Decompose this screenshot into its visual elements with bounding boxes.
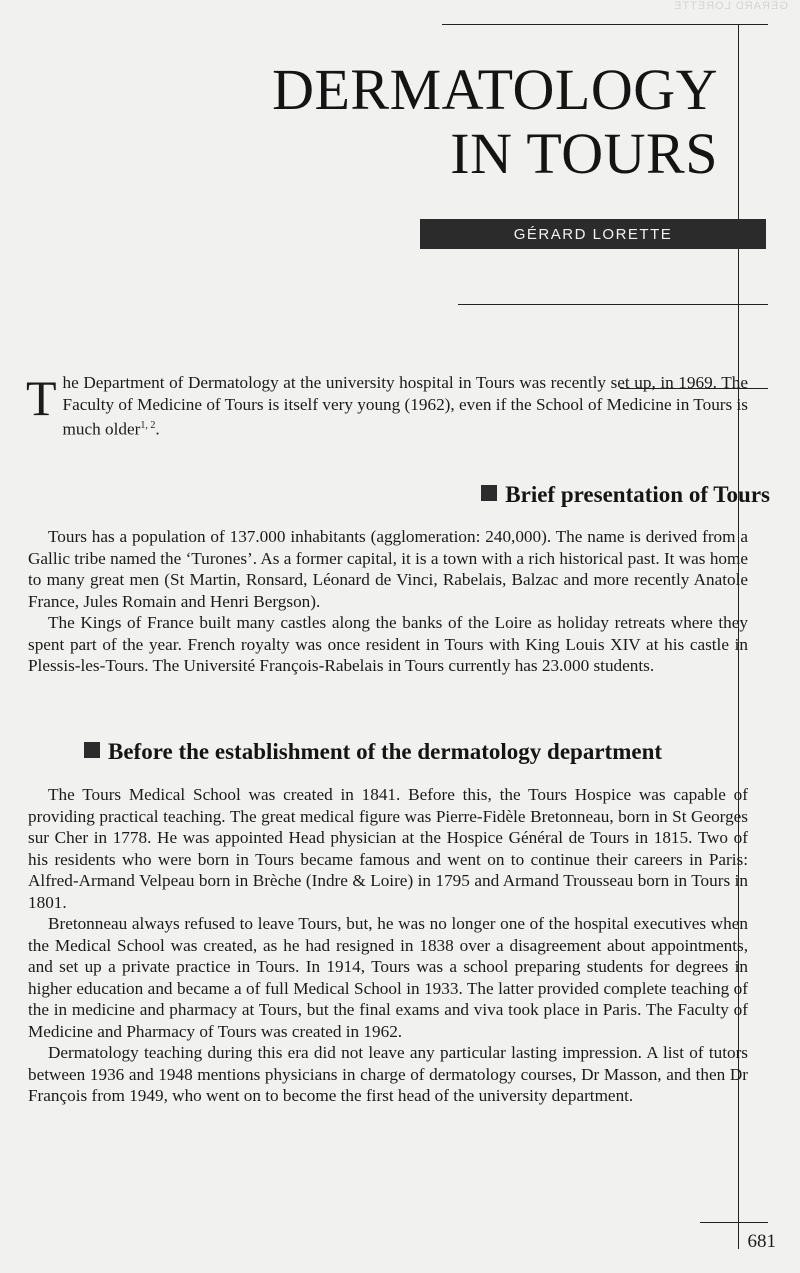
section-body-before-establishment xyxy=(28,784,748,1107)
reverse-running-header: GÉRARD LORETTE xyxy=(673,0,788,12)
footer-rule xyxy=(700,1222,768,1223)
intro-end: . xyxy=(155,419,160,439)
paragraph: The Kings of France built many castles along the banks of the Loire as holiday retreats where they spent part of the year. French royalty was once resident in Tours with King Louis XIV at his castle in Plessis-les-Tours. The Université François-Rabelais in Tours currently has 23.000 students. xyxy=(28,613,748,675)
section-heading-before-establishment: Before the establishment of the dermatology department xyxy=(84,738,662,766)
paragraph: Tours has a population of 137.000 inhabitants (agglomeration: 240,000). The name is derived from a Gallic tribe named the ‘Turones’. As a former capital, it is a town with a rich historical past. It was home to many great men (St Martin, Ronsard, Léonard de Vinci, Rabelais, Balzac and more recently Anatole France, Jules Romain and Henri Bergson). xyxy=(28,527,748,611)
square-bullet-icon xyxy=(481,485,497,501)
author-banner xyxy=(420,219,766,249)
title-line-2: IN TOURS xyxy=(450,121,718,186)
header-bottom-rule xyxy=(458,304,768,305)
drop-cap: T xyxy=(26,370,57,426)
section-body-brief-presentation xyxy=(28,526,748,677)
paragraph: Dermatology teaching during this era did not leave any particular lasting impression. A list of tutors between 1936 and 1948 mentions physicians in charge of dermatology courses, Dr Masson, and then Dr François from 1949, who went on to become the first head of the university department. xyxy=(28,1043,748,1105)
title-line-1: DERMATOLOGY xyxy=(272,57,718,122)
article-title xyxy=(272,58,718,186)
intro-text: he Department of Dermatology at the university hospital in Tours was recently set up, in 1969. The Faculty of Medicine of Tours is itself very young (1962), even if the School of Medicine in Tours is much older xyxy=(62,373,748,439)
paragraph: The Tours Medical School was created in 1841. Before this, the Tours Hospice was capable of providing practical teaching. The great medical figure was Pierre-Fidèle Bretonneau, born in St Georges sur Cher in 1778. He was appointed Head physician at the Hospice Général de Tours in 1815. Two of his residents who were born in Tours became famous and went on to continue their careers in Paris: Alfred-Armand Velpeau born in Brèche (Indre & Loire) in 1795 and Armand Trousseau born in Tours in 1801. xyxy=(28,785,748,912)
intro-paragraph xyxy=(28,372,748,440)
section-heading-brief-presentation: Brief presentation of Tours xyxy=(481,481,770,509)
reference-marker: 1, 2 xyxy=(140,420,156,431)
author-name: GÉRARD LORETTE xyxy=(513,225,673,243)
paragraph: Bretonneau always refused to leave Tours, but, he was no longer one of the hospital executives when the Medical School was created, as he had resigned in 1838 over a disagreement about appointments, and set up a private practice in Tours. In 1914, Tours was a school preparing students for degrees in higher education and became a of full Medical School in 1933. The latter provided complete teaching of the in medicine and pharmacy at Tours, but the final exams and viva took place in Paris. The Faculty of Medicine and Pharmacy of Tours was created in 1962. xyxy=(28,914,748,1041)
page-number: 681 xyxy=(747,1231,776,1252)
square-bullet-icon xyxy=(84,742,100,758)
top-rule xyxy=(442,24,768,25)
